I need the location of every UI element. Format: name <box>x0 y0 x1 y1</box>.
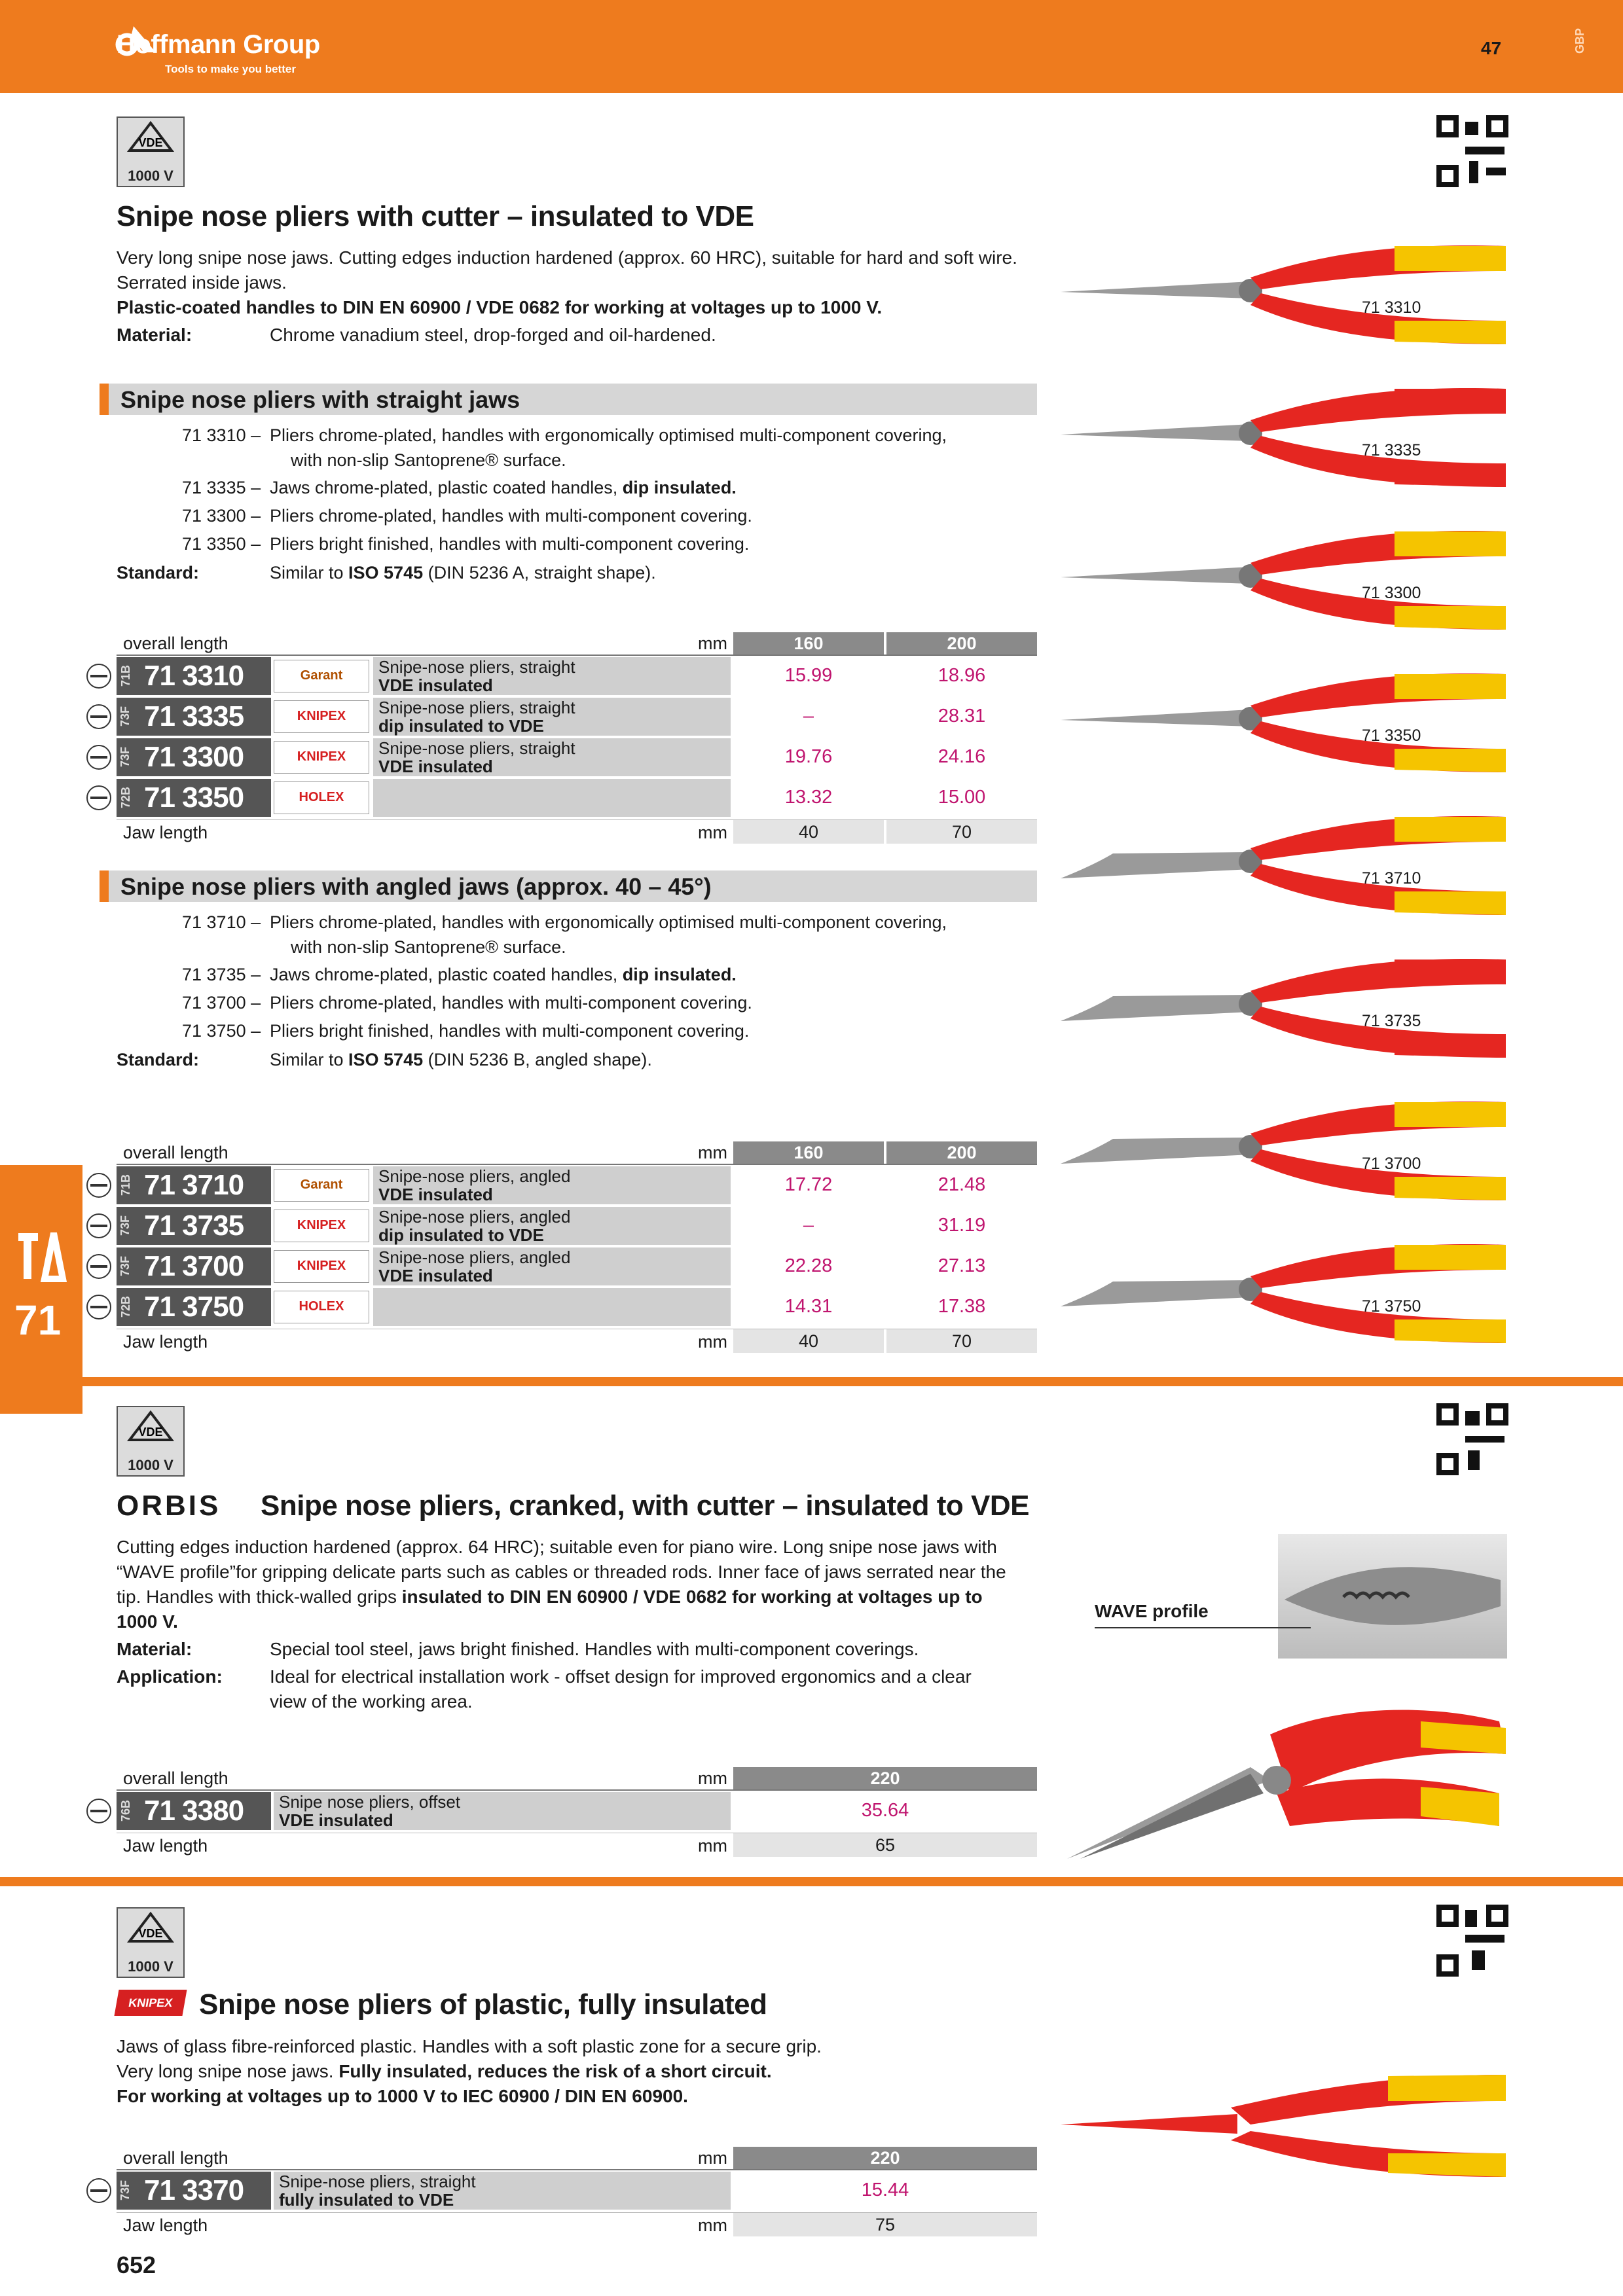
insulated-symbol-icon <box>86 664 111 689</box>
item-text: with non-slip Santoprene® surface. <box>291 450 566 470</box>
item-text: Pliers bright finished, handles with multi-component covering. <box>270 534 750 554</box>
description-line2: VDE insulated <box>378 1266 493 1285</box>
insulated-symbol-icon <box>86 704 111 729</box>
subheading-angled: Snipe nose pliers with angled jaws (approx. 40 – 45°) <box>100 870 1037 902</box>
jaw-value: 40 <box>733 820 884 844</box>
table-row[interactable] <box>117 1166 1037 1204</box>
description-line1: Snipe-nose pliers, straight <box>378 698 575 717</box>
article-prefix: 73F <box>119 746 132 768</box>
article-prefix: 73F <box>119 1215 132 1236</box>
vde-voltage: 1000 V <box>128 1457 173 1473</box>
brand-logo: Garant <box>274 1169 369 1202</box>
item-code: 71 3700 – <box>182 993 261 1013</box>
material-label: Material: <box>117 325 192 345</box>
svg-text:VDE: VDE <box>138 1927 163 1940</box>
vde-voltage: 1000 V <box>128 1958 173 1975</box>
section2-desc: Cutting edges induction hardened (approx. 64 HRC); suitable even for piano wire. Long snipe nose jaws with <box>117 1537 997 1557</box>
item-code: 71 3735 – <box>182 965 261 984</box>
section3-desc: Very long snipe nose jaws. Fully insulated, reduces the risk of a short circuit. <box>117 2061 772 2081</box>
pliers-image <box>1054 942 1512 1060</box>
item-text: Pliers bright finished, handles with multi-component covering. <box>270 1021 750 1041</box>
price-200: 24.16 <box>938 746 986 767</box>
vde-badge <box>117 1907 185 1978</box>
table-header: overall length mm 160 200 <box>117 632 1037 656</box>
pliers-article-label: 71 3300 <box>1362 584 1421 602</box>
brand-logo: HOLEX <box>274 781 369 814</box>
vde-badge <box>117 117 185 187</box>
price-200: 21.48 <box>938 1174 986 1195</box>
subheading-straight: Snipe nose pliers with straight jaws <box>100 384 1037 415</box>
section3-desc: Jaws of glass fibre-reinforced plastic. Handles with a soft plastic zone for a secure grip. <box>117 2036 822 2056</box>
price-160: 22.28 <box>784 1255 833 1276</box>
table-row[interactable]: 73F 71 3370 Snipe-nose pliers, straight fully insulated to VDE 15.44 <box>117 2172 1037 2210</box>
pliers-article-label: 71 3700 <box>1362 1155 1421 1173</box>
pliers-image <box>1054 657 1512 775</box>
table-row[interactable] <box>117 657 1037 695</box>
item-code: 71 3300 – <box>182 506 261 526</box>
jaw-value: 40 <box>733 1329 884 1353</box>
article-number-box <box>117 1288 271 1326</box>
item-text: with non-slip Santoprene® surface. <box>291 937 566 957</box>
insulated-symbol-icon <box>86 1799 111 1823</box>
article-number-box <box>117 1166 271 1204</box>
table-row[interactable]: 76B 71 3380 Snipe nose pliers, offset VDE insulated 35.64 <box>117 1792 1037 1830</box>
unit-label: mm <box>698 1332 727 1352</box>
item-code: 71 3335 – <box>182 478 261 497</box>
pliers-article-label: 71 3350 <box>1362 726 1421 745</box>
article-prefix: 72B <box>119 786 133 809</box>
jaw-value: 70 <box>886 820 1037 844</box>
description-line2: dip insulated to VDE <box>378 716 544 736</box>
item-text: Pliers chrome-plated, handles with multi-component covering. <box>270 993 752 1013</box>
application-label: Application: <box>117 1666 223 1687</box>
price-200: 28.31 <box>938 706 986 726</box>
page-number-top: 47 <box>1481 38 1502 58</box>
description-line1: Snipe-nose pliers, angled <box>378 1247 571 1267</box>
jaw-length-row: Jaw length mm 65 <box>117 1833 1037 1857</box>
orbis-pliers-image <box>1054 1695 1512 1865</box>
brand-logo: KNIPEX <box>274 741 369 774</box>
table-row[interactable] <box>117 1247 1037 1285</box>
brand-logo: Garant <box>274 660 369 692</box>
price-160: 19.76 <box>784 746 833 767</box>
article-prefix: 73F <box>119 1255 132 1277</box>
section3-title: Snipe nose pliers of plastic, fully insulated <box>199 1988 767 2020</box>
plastic-pliers-image <box>1054 2062 1512 2179</box>
price-160: 14.31 <box>784 1296 833 1317</box>
pliers-article-label: 71 3335 <box>1362 441 1421 459</box>
standard-text: Similar to ISO 5745 (DIN 5236 A, straight shape). <box>270 563 656 583</box>
item-text: Jaws chrome-plated, plastic coated handles, dip insulated. <box>270 478 737 497</box>
item-code: 71 3750 – <box>182 1021 261 1041</box>
orbis-logo: ORBIS <box>117 1490 221 1522</box>
insulated-symbol-icon <box>86 1213 111 1238</box>
table-row[interactable] <box>117 1288 1037 1326</box>
brand-logo: HOLEX <box>274 1291 369 1323</box>
qr-code-icon[interactable] <box>1436 115 1508 187</box>
svg-text:VDE: VDE <box>138 136 163 149</box>
application-text: view of the working area. <box>270 1691 473 1712</box>
price-160: – <box>803 706 814 726</box>
description-line2: VDE insulated <box>378 675 493 695</box>
vde-triangle-icon <box>118 118 183 164</box>
price-200: 17.38 <box>938 1296 986 1317</box>
section2-desc: 1000 V. <box>117 1611 178 1632</box>
table-row[interactable] <box>117 1207 1037 1245</box>
description-cell <box>373 779 731 817</box>
article-number-box <box>117 779 271 817</box>
standard-text: Similar to ISO 5745 (DIN 5236 B, angled shape). <box>270 1050 652 1069</box>
price-160: 13.32 <box>784 787 833 808</box>
item-text: Pliers chrome-plated, handles with multi-component covering. <box>270 506 752 526</box>
table-header: overall length mm 220 <box>117 1767 1037 1791</box>
table-row[interactable] <box>117 698 1037 736</box>
section2-desc: tip. Handles with thick-walled grips insulated to DIN EN 60900 / VDE 0682 for working at voltages up to <box>117 1587 983 1607</box>
pliers-image <box>1054 1085 1512 1203</box>
chapter-number: 71 <box>14 1297 62 1344</box>
section1-title: Snipe nose pliers with cutter – insulated to VDE <box>117 200 754 232</box>
vde-triangle-icon <box>118 1407 183 1453</box>
pliers-article-label: 71 3710 <box>1362 869 1421 888</box>
article-number: 71 3735 <box>144 1210 244 1242</box>
application-text: Ideal for electrical installation work - offset design for improved ergonomics and a clear <box>270 1666 972 1687</box>
price-200: 18.96 <box>938 665 986 686</box>
description-line1: Snipe-nose pliers, straight <box>378 738 575 758</box>
insulated-symbol-icon <box>86 1295 111 1319</box>
material-label: Material: <box>117 1639 192 1659</box>
pliers-image <box>1054 1228 1512 1346</box>
item-code: 71 3350 – <box>182 534 261 554</box>
description-line2: VDE insulated <box>378 1185 493 1204</box>
description-cell <box>373 1288 731 1326</box>
page-number-bottom: 652 <box>117 2251 156 2278</box>
currency-code: GBP <box>1573 27 1587 54</box>
insulated-symbol-icon <box>86 2178 111 2203</box>
article-number: 71 3710 <box>144 1169 244 1201</box>
svg-text:VDE: VDE <box>138 1426 163 1439</box>
section2-title: Snipe nose pliers, cranked, with cutter – insulated to VDE <box>261 1490 1029 1522</box>
article-number-box <box>117 738 271 776</box>
standard-label: Standard: <box>117 563 200 583</box>
item-code: 71 3310 – <box>182 425 261 445</box>
description-line1: Snipe-nose pliers, angled <box>378 1166 571 1186</box>
article-number: 71 3350 <box>144 781 244 814</box>
brand-logo: KNIPEX <box>274 700 369 733</box>
pliers-article-label: 71 3310 <box>1362 298 1421 317</box>
logo-subtitle: Tools to make you better <box>165 63 296 75</box>
pliers-chapter-icon <box>16 1230 68 1283</box>
item-text: Pliers chrome-plated, handles with ergonomically optimised multi-component covering, <box>270 425 947 445</box>
article-number-box <box>117 1247 271 1285</box>
article-number-box <box>117 698 271 736</box>
jaw-length-row <box>117 1329 1037 1353</box>
pliers-article-label: 71 3735 <box>1362 1012 1421 1030</box>
wave-pointer-line <box>1095 1627 1311 1628</box>
vde-triangle-icon <box>118 1909 183 1954</box>
article-prefix: 72B <box>119 1295 133 1318</box>
insulated-symbol-icon <box>86 1254 111 1279</box>
price-200: 27.13 <box>938 1255 986 1276</box>
logo-text: Hoffmann Group <box>117 30 320 59</box>
price-200: 15.00 <box>938 787 986 808</box>
wave-profile-image <box>1278 1534 1507 1659</box>
jaw-length-row: Jaw length mm 75 <box>117 2212 1037 2236</box>
brand-logo: KNIPEX <box>274 1250 369 1283</box>
article-number: 71 3750 <box>144 1291 244 1323</box>
qr-code-icon[interactable] <box>1436 1403 1508 1475</box>
insulated-symbol-icon <box>86 785 111 810</box>
standard-label: Standard: <box>117 1050 200 1069</box>
article-number: 71 3310 <box>144 660 244 692</box>
pliers-article-label: 71 3750 <box>1362 1297 1421 1316</box>
price-160: 17.72 <box>784 1174 833 1195</box>
article-prefix: 71B <box>119 1174 133 1196</box>
jaw-value: 70 <box>886 1329 1037 1353</box>
section2-desc: “WAVE profile”for gripping delicate parts such as cables or threaded rods. Inner face of jaws serrated near the <box>117 1562 1006 1582</box>
pliers-image <box>1054 514 1512 632</box>
article-prefix: 73F <box>119 706 132 727</box>
vde-badge <box>117 1406 185 1477</box>
price-160: 15.99 <box>784 665 833 686</box>
article-number-box <box>117 657 271 695</box>
price-160: – <box>803 1215 814 1236</box>
article-number-box: 73F 71 3370 <box>117 2172 271 2210</box>
section-separator <box>0 1877 1623 1886</box>
article-prefix: 71B <box>119 664 133 687</box>
table-header: overall length mm 220 <box>117 2147 1037 2170</box>
article-number: 71 3300 <box>144 741 244 773</box>
description-line2: dip insulated to VDE <box>378 1225 544 1245</box>
pliers-image <box>1054 800 1512 918</box>
section1-desc3: Plastic-coated handles to DIN EN 60900 / VDE 0682 for working at voltages up to 1000 V. <box>117 297 883 317</box>
article-number: 71 3335 <box>144 700 244 732</box>
jaw-length-label: Jaw length <box>123 1332 208 1352</box>
material-text: Special tool steel, jaws bright finished. Handles with multi-component coverings. <box>270 1639 919 1659</box>
insulated-symbol-icon <box>86 745 111 770</box>
item-code: 71 3710 – <box>182 912 261 932</box>
article-number-box: 76B 71 3380 <box>117 1792 271 1830</box>
qr-code-icon[interactable] <box>1436 1905 1508 1977</box>
item-text: Pliers chrome-plated, handles with ergonomically optimised multi-component covering, <box>270 912 947 932</box>
knipex-logo: KNIPEX <box>114 1990 187 2016</box>
description-line1: Snipe-nose pliers, angled <box>378 1207 571 1227</box>
vde-voltage: 1000 V <box>128 168 173 184</box>
table-header: overall length mm 160 200 <box>117 1141 1037 1165</box>
pliers-image <box>1054 229 1512 347</box>
item-text: Jaws chrome-plated, plastic coated handles, dip insulated. <box>270 965 737 984</box>
pliers-image <box>1054 372 1512 490</box>
material-text: Chrome vanadium steel, drop-forged and oil-hardened. <box>270 325 716 345</box>
jaw-length-row <box>117 819 1037 844</box>
wave-profile-label: WAVE profile <box>1095 1601 1209 1621</box>
unit-label: mm <box>698 823 727 842</box>
jaw-length-label: Jaw length <box>123 823 208 842</box>
chapter-tab[interactable] <box>0 1165 82 1414</box>
section1-desc2: Serrated inside jaws. <box>117 272 287 293</box>
description-line2: VDE insulated <box>378 757 493 776</box>
section1-desc1: Very long snipe nose jaws. Cutting edges induction hardened (approx. 60 HRC), suitable for hard and soft wire. <box>117 247 1017 268</box>
brand-logo: KNIPEX <box>274 1210 369 1242</box>
section-separator <box>0 1377 1623 1386</box>
price-200: 31.19 <box>938 1215 986 1236</box>
insulated-symbol-icon <box>86 1173 111 1198</box>
table-row[interactable] <box>117 779 1037 817</box>
article-number: 71 3700 <box>144 1250 244 1282</box>
description-line1: Snipe-nose pliers, straight <box>378 657 575 677</box>
section3-desc: For working at voltages up to 1000 V to IEC 60900 / DIN EN 60900. <box>117 2086 688 2106</box>
article-number-box <box>117 1207 271 1245</box>
table-row[interactable] <box>117 738 1037 776</box>
